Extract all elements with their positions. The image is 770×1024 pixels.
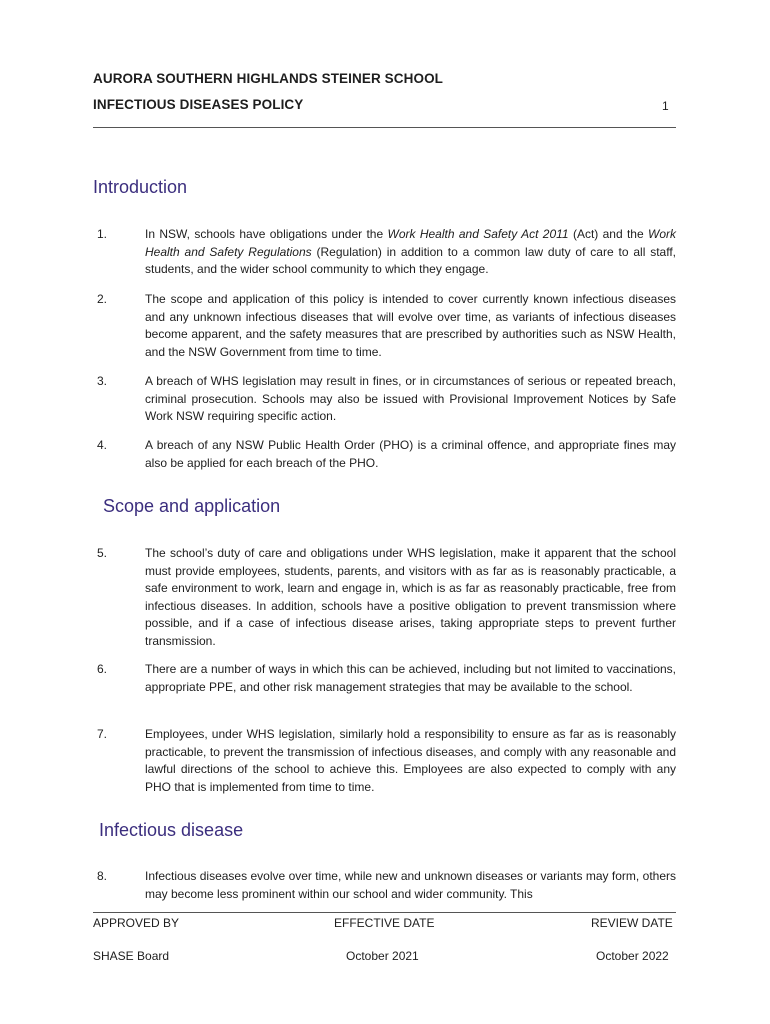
school-name: AURORA SOUTHERN HIGHLANDS STEINER SCHOOL (93, 71, 444, 86)
page-number: 1 (662, 99, 669, 113)
item-text: Employees, under WHS legislation, similarly hold a responsibility to ensure as far as is reasonably practicable, to prevent the transmission of infectious diseases, and comply with any reasonable and lawful directions of the school to achieve this. Employees are also expected to comply with any PHO that is implemented from time to time. (145, 727, 676, 794)
footer-effective-value: October 2021 (346, 949, 419, 963)
item-number: 4. (97, 438, 108, 452)
item-text: A breach of WHS legislation may result in fines, or in circumstances of serious or repeated breach, criminal prosecution. Schools may also be issued with Provisional Improvement Notices by Safe Work NSW requiring specific action. (145, 374, 676, 423)
footer-divider (93, 912, 676, 913)
item-text: There are a number of ways in which this can be achieved, including but not limited to vaccinations, appropriate PPE, and other risk management strategies that may be available to the school. (145, 662, 676, 694)
item-number: 7. (97, 727, 108, 741)
item-text: The school’s duty of care and obligations under WHS legislation, make it apparent that the school must provide employees, students, parents, and visitors with as far as is reasonably practicable, a safe environment to work, learn and engage in, which is as far as reasonably practicable, free from infectious diseases. In addition, schools have a positive obligation to prevent transmission where possible, and if a case of infectious disease arises, taking appropriate steps to prevent further transmission. (145, 546, 676, 648)
list-item (97, 868, 677, 904)
policy-title: INFECTIOUS DISEASES POLICY (93, 97, 304, 112)
section-heading-scope: Scope and application (103, 496, 281, 516)
footer-approved-value: SHASE Board (93, 949, 170, 963)
item-text: In NSW, schools have obligations under the Work Health and Safety Act 2011 (Act) and the Work Health and Safety Regulations (Regulation) in addition to a common law duty of care to all staff, students, and the wider school community to which they engage. (145, 227, 676, 276)
footer-effective-label: EFFECTIVE DATE (334, 916, 435, 930)
item-text: A breach of any NSW Public Health Order (PHO) is a criminal offence, and appropriate fines may also be applied for each breach of the PHO. (145, 438, 676, 470)
item-number: 1. (97, 227, 108, 241)
item-number: 2. (97, 292, 108, 306)
section-heading-infectious-disease: Infectious disease (99, 820, 244, 840)
item-number: 6. (97, 662, 108, 676)
item-number: 5. (97, 546, 108, 560)
footer-approved-label: APPROVED BY (93, 916, 180, 930)
section-heading-introduction: Introduction (93, 177, 188, 197)
header-divider (93, 127, 676, 128)
item-number: 3. (97, 374, 108, 388)
footer-review-value: October 2022 (596, 949, 669, 963)
item-number: 8. (97, 869, 108, 883)
footer-review-label: REVIEW DATE (591, 916, 673, 930)
item-text: Infectious diseases evolve over time, while new and unknown diseases or variants may form, others may become less prominent within our school and wider community. This (145, 869, 676, 901)
item-text: The scope and application of this policy is intended to cover currently known infectious diseases and any unknown infectious diseases that will evolve over time, as variants of infectious diseases become apparent, and the safety measures that are prescribed by authorities such as NSW Health, and the NSW Government from time to time. (145, 292, 676, 359)
